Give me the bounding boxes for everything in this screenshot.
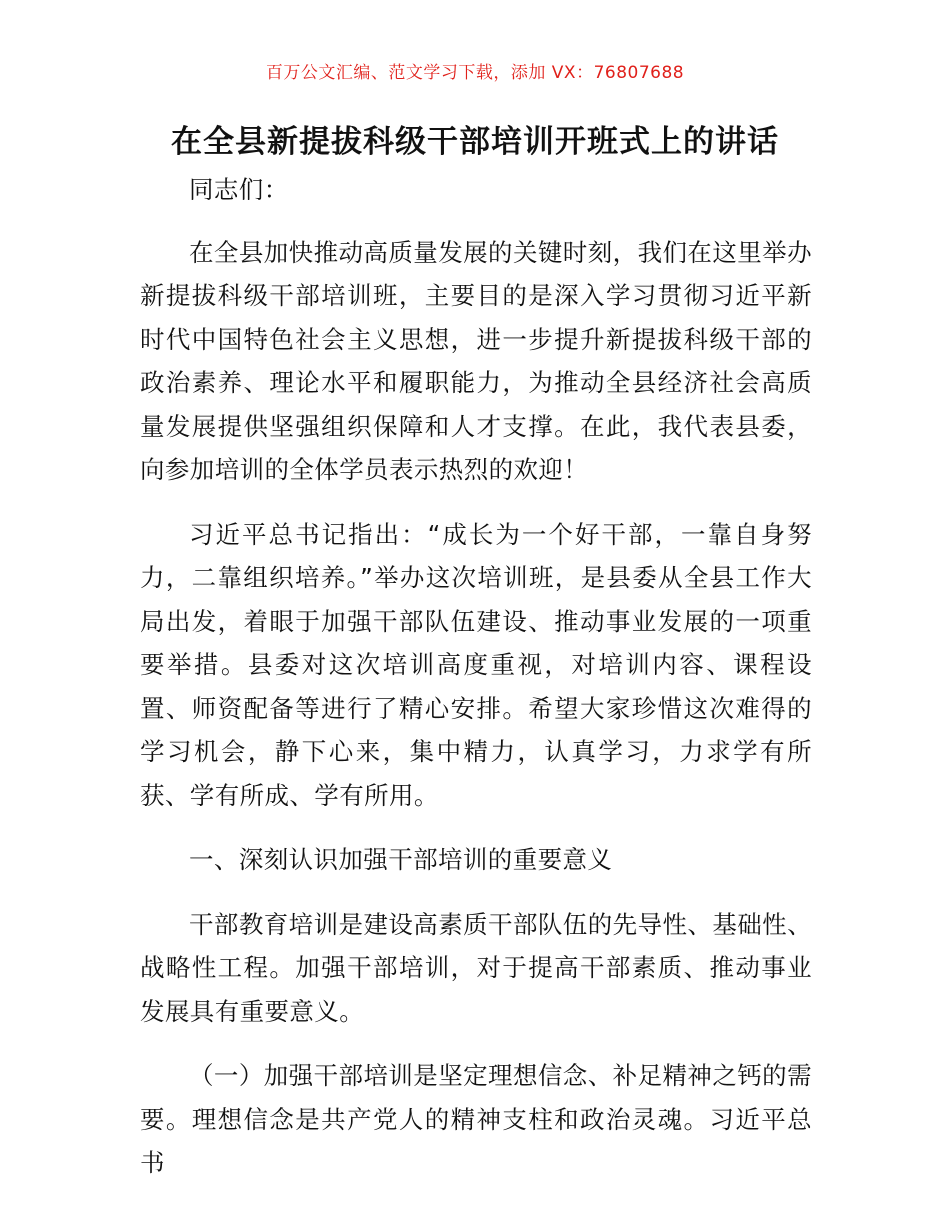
- paragraph-subsection-1: （一）加强干部培训是坚定理想信念、补足精神之钙的需要。理想信念是共产党人的精神支柱和政治灵魂。习近平总书: [140, 1061, 812, 1177]
- paragraph-significance: 干部教育培训是建设高素质干部队伍的先导性、基础性、战略性工程。加强干部培训，对于提高干部素质、推动事业发展具有重要意义。: [140, 909, 812, 1026]
- paragraph-quote: 习近平总书记指出：“成长为一个好干部，一靠自身努力，二靠组织培养。”举办这次培训班，是县委从全县工作大局出发，着眼于加强干部队伍建设、推动事业发展的一项重要举措。县委对这次培训高度重视，对培训内容、课程设置、师资配备等进行了精心安排。希望大家珍惜这次难得的学习机会，静下心来，集中精力，认真学习，力求学有所获、学有所成、学有所用。: [140, 519, 812, 810]
- document-body: [140, 168, 812, 1206]
- paragraph-opening: 在全县加快推动高质量发展的关键时刻，我们在这里举办新提拔科级干部培训班，主要目的是深入学习贯彻习近平新时代中国特色社会主义思想，进一步提升新提拔科级干部的政治素养、理论水平和履职能力，为推动全县经济社会高质量发展提供坚强组织保障和人才支撑。在此，我代表县委，向参加培训的全体学员表示热烈的欢迎！: [140, 237, 812, 484]
- salutation: 同志们：: [189, 175, 289, 204]
- document-title: 在全县新提拔科级干部培训开班式上的讲话: [171, 124, 779, 160]
- header-watermark-note: 百万公文汇编、范文学习下载，添加 VX：76807688: [265, 63, 685, 83]
- section-heading-1: 一、深刻认识加强干部培训的重要意义: [189, 845, 613, 874]
